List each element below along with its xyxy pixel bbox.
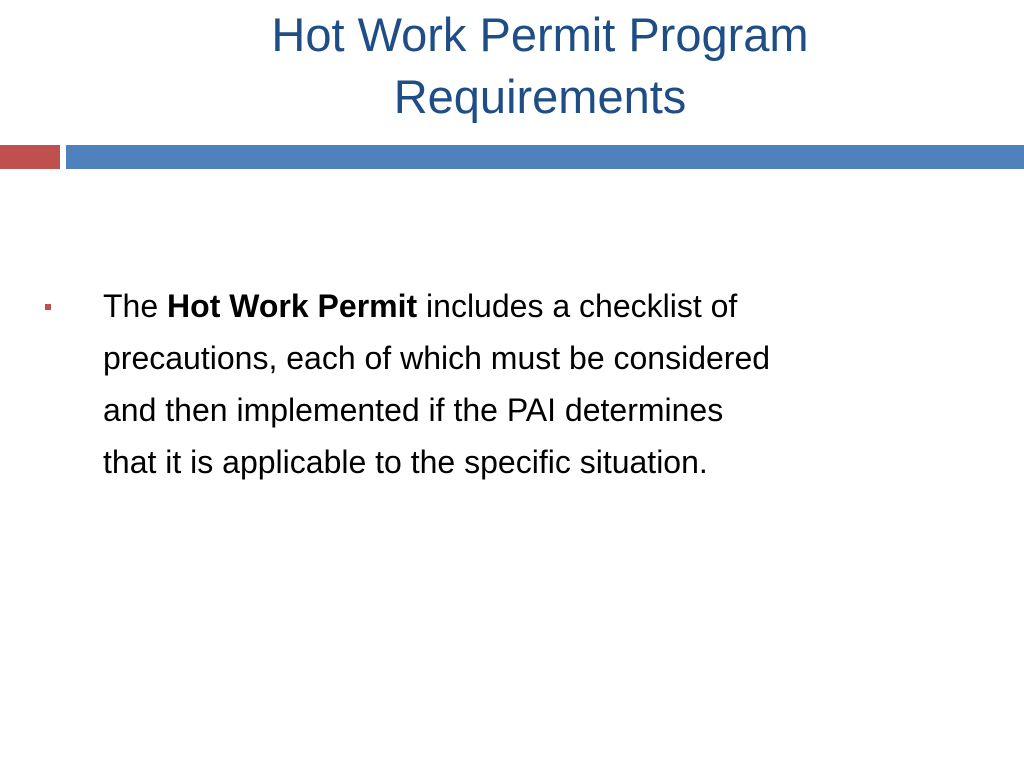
accent-bar-red <box>0 145 60 169</box>
bullet-line-2: precautions, each of which must be considered <box>103 340 771 376</box>
bullet-square-icon <box>45 304 51 310</box>
title-line-1: Hot Work Permit Program <box>271 8 809 61</box>
bullet-line-4: that it is applicable to the specific situation. <box>103 444 708 480</box>
bullet-text <box>103 280 983 488</box>
bullet-line-1-rest: includes a checklist of <box>417 288 738 324</box>
slide-title <box>140 4 940 128</box>
bullet-line-3: and then implemented if the PAI determines <box>103 392 724 428</box>
bullet-line-1 <box>103 280 983 332</box>
bullet-pre: The <box>103 288 168 324</box>
bullet-bold-term: Hot Work Permit <box>167 288 418 324</box>
accent-bar-blue <box>66 145 1024 169</box>
title-line-2: Requirements <box>393 70 687 123</box>
